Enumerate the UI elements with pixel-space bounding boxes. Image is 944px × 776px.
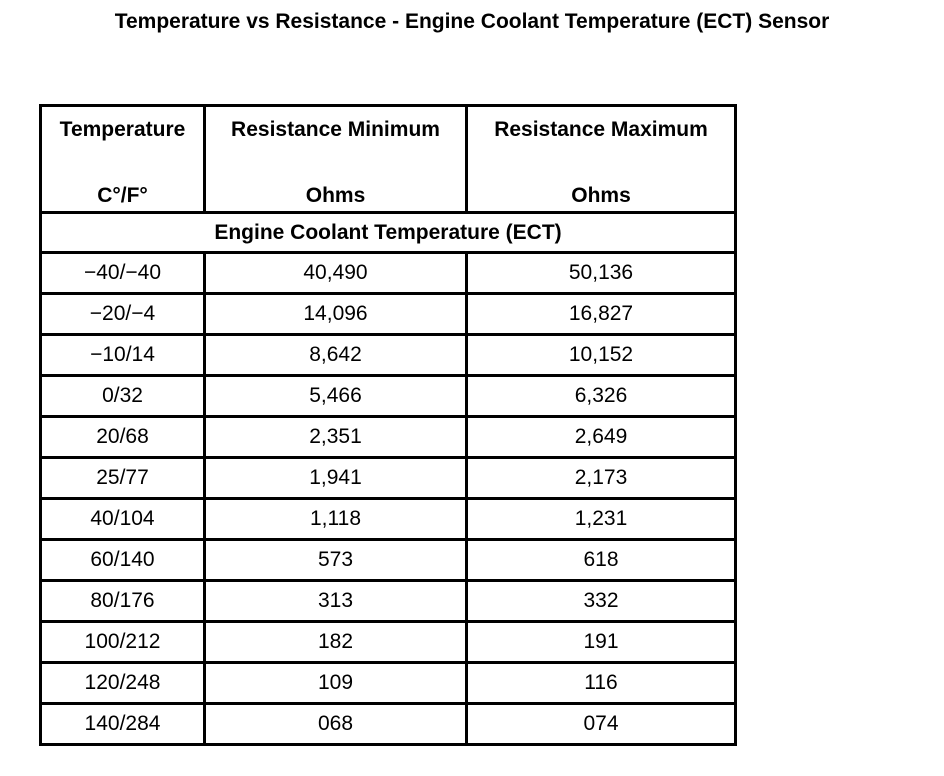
column-header-temperature (41, 106, 205, 213)
section-label: Engine Coolant Temperature (ECT) (41, 213, 736, 253)
resistance-min-cell: 1,941 (205, 458, 467, 499)
column-header-unit: Ohms (571, 184, 631, 207)
resistance-min-cell: 313 (205, 581, 467, 622)
table-row (41, 581, 736, 622)
temperature-cell: 100/212 (41, 622, 205, 663)
column-header-label: Resistance Maximum (494, 118, 708, 141)
table-row (41, 294, 736, 335)
temperature-cell: 0/32 (41, 376, 205, 417)
resistance-min-cell: 182 (205, 622, 467, 663)
section-row (41, 213, 736, 253)
temperature-cell: −10/14 (41, 335, 205, 376)
table-row (41, 540, 736, 581)
resistance-min-cell: 2,351 (205, 417, 467, 458)
resistance-min-cell: 1,118 (205, 499, 467, 540)
temperature-cell: 140/284 (41, 704, 205, 745)
resistance-max-cell: 6,326 (467, 376, 736, 417)
resistance-max-cell: 50,136 (467, 253, 736, 294)
resistance-min-cell: 573 (205, 540, 467, 581)
temperature-cell: −40/−40 (41, 253, 205, 294)
resistance-max-cell: 332 (467, 581, 736, 622)
resistance-min-cell: 40,490 (205, 253, 467, 294)
resistance-min-cell: 5,466 (205, 376, 467, 417)
column-header-resistance-maximum (467, 106, 736, 213)
page-title: Temperature vs Resistance - Engine Coolant Temperature (ECT) Sensor (114, 10, 830, 33)
table-row (41, 253, 736, 294)
table-row (41, 417, 736, 458)
table-row (41, 499, 736, 540)
table-row (41, 458, 736, 499)
column-header-unit: Ohms (305, 184, 366, 207)
ect-resistance-table (39, 104, 737, 746)
column-header-unit: C°/F° (97, 184, 148, 207)
temperature-cell: 20/68 (41, 417, 205, 458)
table-header-row (41, 106, 736, 213)
resistance-max-cell: 618 (467, 540, 736, 581)
column-header-resistance-minimum (205, 106, 467, 213)
resistance-min-cell: 068 (205, 704, 467, 745)
temperature-cell: −20/−4 (41, 294, 205, 335)
resistance-max-cell: 1,231 (467, 499, 736, 540)
table-row (41, 376, 736, 417)
resistance-max-cell: 2,649 (467, 417, 736, 458)
table-row (41, 622, 736, 663)
temperature-cell: 80/176 (41, 581, 205, 622)
column-header-label: Resistance Minimum (231, 118, 440, 141)
resistance-min-cell: 14,096 (205, 294, 467, 335)
resistance-max-cell: 116 (467, 663, 736, 704)
resistance-max-cell: 074 (467, 704, 736, 745)
table-row (41, 704, 736, 745)
resistance-min-cell: 8,642 (205, 335, 467, 376)
table-row (41, 335, 736, 376)
resistance-max-cell: 2,173 (467, 458, 736, 499)
resistance-max-cell: 16,827 (467, 294, 736, 335)
resistance-max-cell: 191 (467, 622, 736, 663)
table-row (41, 663, 736, 704)
resistance-min-cell: 109 (205, 663, 467, 704)
column-header-label: Temperature (59, 118, 186, 141)
temperature-cell: 25/77 (41, 458, 205, 499)
temperature-cell: 40/104 (41, 499, 205, 540)
resistance-max-cell: 10,152 (467, 335, 736, 376)
temperature-cell: 120/248 (41, 663, 205, 704)
temperature-cell: 60/140 (41, 540, 205, 581)
